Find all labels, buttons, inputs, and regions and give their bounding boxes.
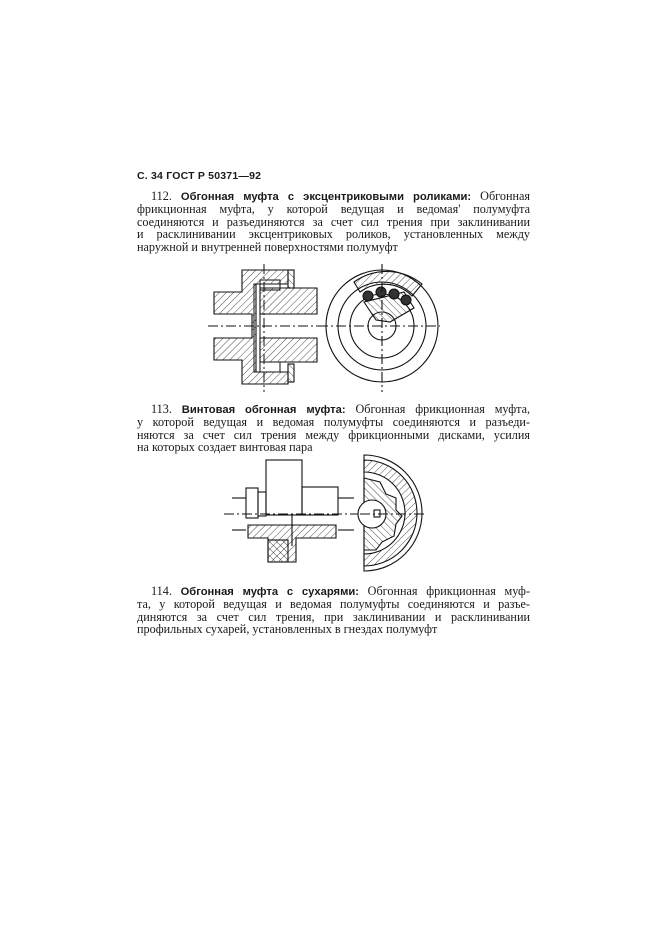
page-header: С. 34 ГОСТ Р 50371—92 [137,170,262,182]
text-line: наружной и внутренней поверхностями полумуфт [137,239,398,254]
text-line: фрикционная муфта, у которой ведущая и ведомая' полумуфта [137,202,530,217]
text-line: Обгонная фрикционная муфта, [355,402,531,416]
text-line: у которой ведущая и ведомая полумуфты соединяются и разъеди- [137,415,530,430]
section-number: 112. [151,189,172,203]
section-term: Обгонная муфта с сухарями: [180,586,359,598]
text-line: на которых создает винтовая пара [137,440,313,455]
section-term: Винтовая обгонная муфта: [181,404,346,416]
text-line: профильных сухарей, установленных в гнездах полумуфт [137,622,438,637]
text-line: соединяются и разъединяются за счет сил трения при заклинивании [137,214,530,229]
section-112 [137,190,530,253]
text-line: няются за счет сил трения между фрикционными дисками, усилия [137,427,530,442]
section-114 [137,585,530,636]
figure-screw-overrunning-clutch [220,450,440,575]
section-113 [137,403,530,454]
text-line: Обгонная фрикционная муф- [367,584,531,598]
figure-eccentric-roller-clutch [200,262,440,397]
section-number: 114. [151,584,172,598]
text-line: Обгонная [480,189,531,203]
section-term: Обгонная муфта с эксцентриковыми роликами: [180,191,472,203]
text-line: та, у которой ведущая и ведомая полумуфты соединяются и разъе- [137,597,530,612]
text-line: и расклинивании эксцентриковых роликов, установленных между [137,227,530,242]
section-number: 113. [151,402,172,416]
text-line: диняются за счет сил трения, при заклинивании и расклинивании [137,609,530,624]
